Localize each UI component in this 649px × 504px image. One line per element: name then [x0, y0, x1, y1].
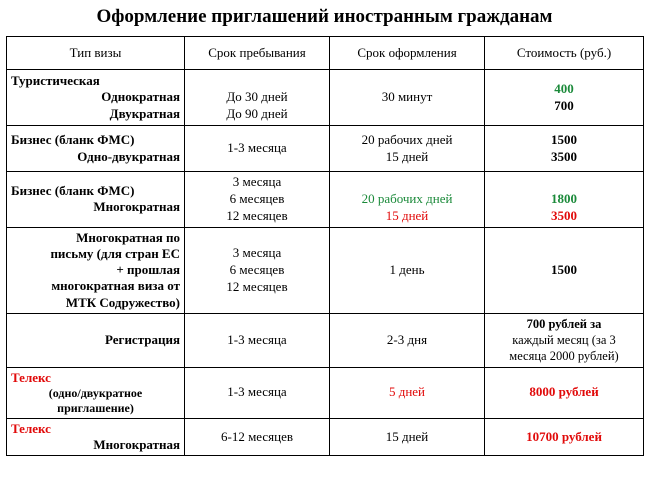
cell-stay-period-line: 3 месяца	[232, 174, 282, 189]
cell-price	[485, 313, 644, 367]
cell-processing-period-line: 15 дней	[385, 428, 429, 444]
cell-stay-period	[185, 227, 330, 313]
table-row	[7, 418, 644, 456]
cell-price-line: каждый месяц (за 3	[512, 333, 616, 348]
cell-visa-type	[7, 227, 185, 313]
cell-processing-period	[330, 227, 485, 313]
cell-stay-period	[185, 126, 330, 172]
column-header-visa-type: Тип визы	[7, 37, 185, 70]
cell-stay-period-line: 3 месяца	[232, 244, 282, 260]
cell-price-line: месяца 2000 рублей)	[509, 349, 619, 364]
cell-processing-period-line: 15 дней	[385, 207, 429, 223]
visa-type-line: МТК Содружество)	[65, 294, 180, 310]
cell-stay-period-line: 12 месяцев	[226, 278, 288, 294]
cell-price-line: 10700 рублей	[526, 428, 602, 444]
cell-processing-period	[330, 126, 485, 172]
visa-type-line: Телекс	[11, 420, 51, 436]
table-row	[7, 172, 644, 228]
visa-type-line: Многократная	[93, 199, 180, 215]
visa-type-line: Двукратная	[109, 105, 180, 121]
cell-price-line: 3500	[551, 148, 577, 164]
cell-visa-type	[7, 418, 185, 456]
cell-stay-period	[185, 418, 330, 456]
cell-price	[485, 70, 644, 126]
visa-type-line: многократная виза от	[51, 278, 180, 294]
page-title: Оформление приглашений иностранным гражданам	[96, 6, 553, 27]
cell-price-line: 1500	[551, 261, 577, 277]
cell-price	[485, 418, 644, 456]
cell-stay-period-line: 6-12 месяцев	[220, 428, 293, 444]
visa-type-line: (одно/двукратное	[48, 385, 143, 400]
visa-type-line: Многократная по	[76, 229, 180, 245]
cell-price	[485, 367, 644, 418]
cell-stay-period-line: До 30 дней	[226, 89, 288, 105]
cell-processing-period-line: 2-3 дня	[386, 331, 428, 347]
table-row	[7, 313, 644, 367]
cell-stay-period	[185, 172, 330, 228]
cell-stay-period-line: 1-3 месяца	[227, 331, 287, 347]
cell-processing-period-line	[334, 174, 480, 191]
cell-price-line	[489, 174, 639, 191]
cell-stay-period	[185, 70, 330, 126]
visa-type-line: Бизнес (бланк ФМС)	[11, 132, 135, 148]
cell-visa-type	[7, 126, 185, 172]
cell-stay-period-line: 6 месяцев	[229, 261, 285, 277]
table-body	[7, 70, 644, 456]
cell-price-line: 400	[554, 80, 574, 96]
visa-type-line: + прошлая	[116, 262, 180, 278]
cell-price-line: 8000 рублей	[529, 384, 599, 400]
cell-price-line: 1500	[551, 131, 577, 147]
table-header	[7, 37, 644, 70]
cell-stay-period-line: 6 месяцев	[229, 190, 285, 206]
visa-type-line: Телекс	[11, 369, 51, 385]
visa-type-line: Бизнес (бланк ФМС)	[11, 183, 135, 199]
visa-price-table	[6, 36, 644, 456]
table-header-row	[7, 37, 644, 70]
visa-type-line: Туристическая	[11, 73, 100, 89]
cell-processing-period	[330, 172, 485, 228]
column-header-processing-period: Срок оформления	[330, 37, 485, 70]
cell-visa-type	[7, 313, 185, 367]
cell-processing-period	[330, 313, 485, 367]
cell-price-line: 3500	[551, 207, 577, 223]
cell-processing-period-line: 15 дней	[385, 148, 429, 164]
table-row	[7, 126, 644, 172]
table-row	[7, 227, 644, 313]
cell-price	[485, 227, 644, 313]
cell-processing-period	[330, 367, 485, 418]
cell-price	[485, 126, 644, 172]
cell-stay-period-line: 1-3 месяца	[227, 384, 287, 400]
cell-price-line: 700 рублей за	[526, 316, 602, 331]
cell-price-line: 1800	[551, 190, 577, 206]
visa-type-line: приглашение)	[57, 400, 134, 415]
cell-price	[485, 172, 644, 228]
cell-visa-type	[7, 367, 185, 418]
cell-processing-period	[330, 70, 485, 126]
cell-stay-period-line: 1-3 месяца	[227, 140, 287, 156]
cell-stay-period-line	[189, 72, 325, 89]
visa-type-line: Однократная	[101, 89, 180, 105]
cell-price-line: 700	[554, 97, 574, 113]
column-header-price: Стоимость (руб.)	[485, 37, 644, 70]
cell-processing-period	[330, 418, 485, 456]
cell-stay-period	[185, 313, 330, 367]
cell-processing-period-line: 5 дней	[388, 384, 426, 400]
cell-visa-type	[7, 70, 185, 126]
table-row	[7, 70, 644, 126]
table-row	[7, 367, 644, 418]
cell-visa-type	[7, 172, 185, 228]
visa-type-line: Регистрация	[105, 332, 180, 348]
visa-type-line: Многократная	[93, 437, 180, 453]
cell-processing-period-line: 30 минут	[381, 89, 433, 105]
cell-stay-period-line: 12 месяцев	[226, 207, 288, 223]
cell-processing-period-line: 1 день	[389, 261, 425, 277]
cell-processing-period-line: 20 рабочих дней	[361, 131, 453, 147]
cell-stay-period-line: До 90 дней	[226, 105, 288, 121]
visa-type-line: письму (для стран ЕС	[50, 245, 180, 261]
cell-stay-period	[185, 367, 330, 418]
visa-type-line: Одно-двукратная	[77, 148, 180, 164]
cell-processing-period-line: 20 рабочих дней	[361, 190, 453, 206]
column-header-stay-period: Срок пребывания	[185, 37, 330, 70]
